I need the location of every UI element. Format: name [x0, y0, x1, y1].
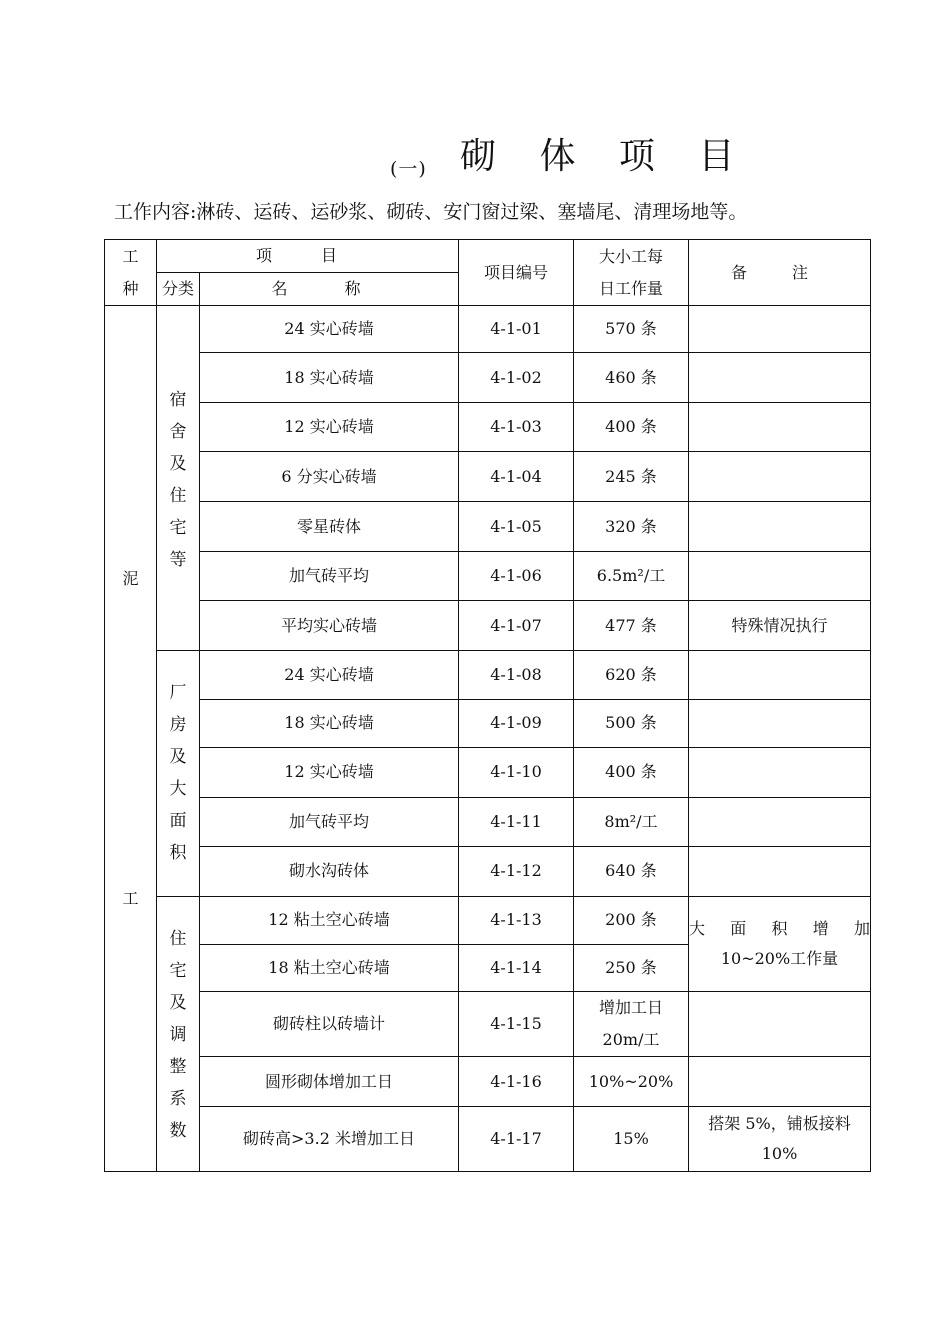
item-note [689, 552, 871, 601]
item-name: 18 粘土空心砖墙 [200, 945, 459, 992]
table-row [105, 896, 871, 945]
item-code: 4-1-07 [459, 601, 574, 651]
item-note [689, 992, 871, 1057]
item-code: 4-1-10 [459, 747, 574, 797]
item-name: 24 实心砖墙 [200, 651, 459, 700]
item-note-merged: 大 面 积 增 加 10~20%工作量 [689, 896, 871, 992]
item-code: 4-1-03 [459, 403, 574, 452]
item-output: 250 条 [574, 945, 689, 992]
table-row [105, 403, 871, 452]
work-content: 工作内容:淋砖、运砖、运砂浆、砌砖、安门窗过梁、塞墙尾、清理场地等。 [114, 201, 748, 223]
table-row [105, 353, 871, 403]
table-row [105, 747, 871, 797]
table-row [105, 502, 871, 552]
item-code: 4-1-13 [459, 896, 574, 945]
trade-label: 泥 工 [105, 306, 157, 1172]
item-code: 4-1-01 [459, 306, 574, 353]
item-name: 加气砖平均 [200, 552, 459, 601]
masonry-table [104, 239, 871, 1172]
item-name: 18 实心砖墙 [200, 699, 459, 747]
item-output: 400 条 [574, 403, 689, 452]
item-output: 320 条 [574, 502, 689, 552]
item-output: 6.5m²/工 [574, 552, 689, 601]
table-row [105, 306, 871, 353]
item-code: 4-1-06 [459, 552, 574, 601]
item-code: 4-1-16 [459, 1057, 574, 1107]
section-number: (一) [390, 158, 427, 180]
item-code: 4-1-17 [459, 1107, 574, 1172]
item-output: 8m²/工 [574, 797, 689, 846]
header-item: 项 目 [157, 240, 459, 273]
item-name: 12 实心砖墙 [200, 403, 459, 452]
item-code: 4-1-04 [459, 452, 574, 502]
item-output: 640 条 [574, 846, 689, 896]
header-daily-output: 大小工每 日工作量 [574, 240, 689, 306]
item-output: 增加工日 20m/工 [574, 992, 689, 1057]
table-row [105, 552, 871, 601]
table-row [105, 797, 871, 846]
item-note [689, 452, 871, 502]
item-name: 砌砖高>3.2 米增加工日 [200, 1107, 459, 1172]
table-row [105, 992, 871, 1057]
item-name: 零星砖体 [200, 502, 459, 552]
item-code: 4-1-15 [459, 992, 574, 1057]
header-row-1 [105, 240, 871, 273]
item-code: 4-1-09 [459, 699, 574, 747]
item-code: 4-1-05 [459, 502, 574, 552]
item-code: 4-1-14 [459, 945, 574, 992]
item-note [689, 797, 871, 846]
item-note [689, 846, 871, 896]
item-name: 砌砖柱以砖墙计 [200, 992, 459, 1057]
table-row [105, 452, 871, 502]
item-name: 24 实心砖墙 [200, 306, 459, 353]
item-code: 4-1-08 [459, 651, 574, 700]
item-name: 12 实心砖墙 [200, 747, 459, 797]
item-note [689, 353, 871, 403]
item-output: 570 条 [574, 306, 689, 353]
item-name: 18 实心砖墙 [200, 353, 459, 403]
header-trade: 工 种 [105, 240, 157, 306]
header-code: 项目编号 [459, 240, 574, 306]
item-note [689, 651, 871, 700]
item-note [689, 699, 871, 747]
table-row [105, 1057, 871, 1107]
item-name: 6 分实心砖墙 [200, 452, 459, 502]
item-output: 10%~20% [574, 1057, 689, 1107]
table-row [105, 651, 871, 700]
item-note [689, 502, 871, 552]
category-dormitory: 宿 舍 及 住 宅 等 [157, 306, 200, 651]
item-output: 15% [574, 1107, 689, 1172]
item-note [689, 1057, 871, 1107]
item-output: 460 条 [574, 353, 689, 403]
item-name: 平均实心砖墙 [200, 601, 459, 651]
category-adjustment: 住 宅 及 调 整 系 数 [157, 896, 200, 1172]
header-category: 分类 [157, 273, 200, 306]
item-name: 12 粘土空心砖墙 [200, 896, 459, 945]
item-name: 圆形砌体增加工日 [200, 1057, 459, 1107]
item-note [689, 306, 871, 353]
page-title: 砌 体 项 目 [460, 136, 751, 177]
table-row [105, 846, 871, 896]
table-row [105, 601, 871, 651]
item-note: 搭架 5%，铺板接料 10% [689, 1107, 871, 1172]
item-note: 特殊情况执行 [689, 601, 871, 651]
item-note [689, 747, 871, 797]
table-row [105, 1107, 871, 1172]
item-note [689, 403, 871, 452]
item-output: 400 条 [574, 747, 689, 797]
item-output: 477 条 [574, 601, 689, 651]
item-output: 500 条 [574, 699, 689, 747]
category-factory: 厂 房 及 大 面 积 [157, 651, 200, 897]
table-row [105, 699, 871, 747]
item-code: 4-1-12 [459, 846, 574, 896]
item-name: 加气砖平均 [200, 797, 459, 846]
item-code: 4-1-02 [459, 353, 574, 403]
item-name: 砌水沟砖体 [200, 846, 459, 896]
item-output: 200 条 [574, 896, 689, 945]
header-note: 备 注 [689, 240, 871, 306]
item-output: 620 条 [574, 651, 689, 700]
header-name: 名 称 [200, 273, 459, 306]
item-code: 4-1-11 [459, 797, 574, 846]
item-output: 245 条 [574, 452, 689, 502]
